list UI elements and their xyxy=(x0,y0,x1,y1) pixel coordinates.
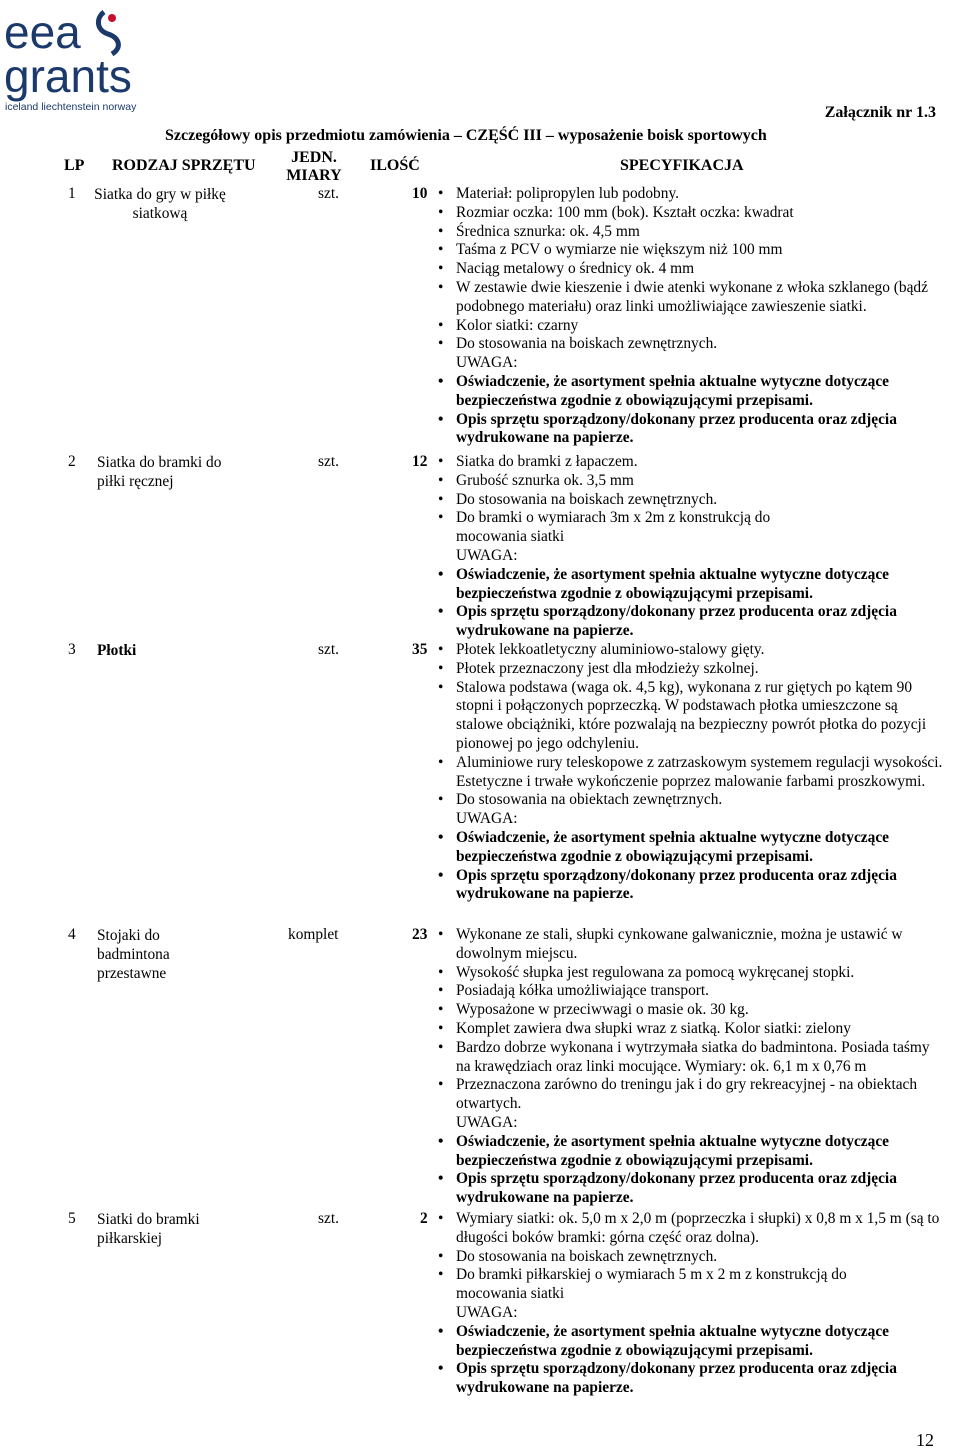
row-unit: szt. xyxy=(318,641,339,658)
header-spec: SPECYFIKACJA xyxy=(620,157,744,174)
spec-item: • Naciąg metalowy o średnicy ok. 4 mm xyxy=(438,260,944,279)
spec-list xyxy=(438,1210,944,1398)
spec-item: • Przeznaczona zarówno do treningu jak i do gry rekreacyjnej - na obiektach otwartych. xyxy=(438,1076,944,1114)
spec-item: • Wymiary siatki: ok. 5,0 m x 2,0 m (poprzeczka i słupki) x 0,8 m x 1,5 m (są to długości boków bramki: górna część oraz dolna). xyxy=(438,1210,944,1248)
spec-item: • Komplet zawiera dwa słupki wraz z siatką. Kolor siatki: zielony xyxy=(438,1020,944,1039)
spec-list xyxy=(438,453,944,641)
spec-item: • Stalowa podstawa (waga ok. 4,5 kg), wykonana z rur giętych po kątem 90 stopni i połączonych poprzeczką. W podstawach płotka umieszczone są stalowe obciążniki, które pozwalają na bezpieczny powrót płotka do pozycji pionowej po jego odchyleniu. xyxy=(438,679,944,754)
row-lp: 4 xyxy=(68,926,76,943)
row-qty: 35 xyxy=(412,641,428,658)
spec-note: UWAGA: xyxy=(456,546,518,564)
spec-item-bold: • Oświadczenie, że asortyment spełnia aktualne wytyczne dotyczące bezpieczeństwa zgodnie z obowiązującymi przepisami. xyxy=(438,373,944,411)
eea-grants-logo xyxy=(4,4,154,114)
spec-note: UWAGA: xyxy=(456,354,518,372)
spec-list xyxy=(438,641,944,904)
logo-text-grants: grants xyxy=(4,50,132,102)
spec-item: • Do stosowania na boiskach zewnętrznych. xyxy=(438,335,944,354)
spec-item: • Średnica sznurka: ok. 4,5 mm xyxy=(438,223,944,242)
spec-item: • Materiał: polipropylen lub podobny. xyxy=(438,185,944,204)
header-unit-line2: MIARY xyxy=(286,167,342,184)
row-qty: 2 xyxy=(420,1210,428,1227)
row-qty: 12 xyxy=(412,453,428,470)
page-title: Szczegółowy opis przedmiotu zamówienia – CZĘŚĆ III – wyposażenie boisk sportowych xyxy=(165,127,767,144)
row-name: Płotki xyxy=(97,642,137,659)
spec-item: • Aluminiowe rury teleskopowe z zatrzaskowym systemem regulacji wysokości. Estetyczne i trwałe wykończenie poprzez malowanie farbami proszkowymi. xyxy=(438,754,944,792)
header-lp: LP xyxy=(64,157,85,174)
logo-tagline: iceland liechtenstein norway xyxy=(5,101,137,113)
row-qty: 23 xyxy=(412,926,428,943)
row-name: Stojaki do badmintona przestawne xyxy=(97,927,170,982)
spec-item: • Do stosowania na boiskach zewnętrznych. xyxy=(438,1248,944,1267)
spec-item: • Płotek lekkoatletyczny aluminiowo-stalowy gięty. xyxy=(438,641,944,660)
row-name: Siatka do gry w piłkę siatkową xyxy=(94,186,226,222)
row-unit: szt. xyxy=(318,453,339,470)
row-unit: komplet xyxy=(288,926,339,943)
spec-item: • Bardzo dobrze wykonana i wytrzymała siatka do badmintona. Posiada taśmy na krawędziach oraz linki mocujące. Wymiary: ok. 6,1 m x 0,76 m xyxy=(438,1039,944,1077)
spec-item-bold: • Oświadczenie, że asortyment spełnia aktualne wytyczne dotyczące bezpieczeństwa zgodnie z obowiązującymi przepisami. xyxy=(438,566,944,604)
row-qty: 10 xyxy=(412,185,428,202)
spec-item: • Płotek przeznaczony jest dla młodzieży szkolnej. xyxy=(438,660,944,679)
spec-item-bold: • Opis sprzętu sporządzony/dokonany przez producenta oraz zdjęcia wydrukowane na papierze. xyxy=(438,1170,944,1208)
spec-item: • Kolor siatki: czarny xyxy=(438,317,944,336)
spec-item: • Do bramki o wymiarach 3m x 2m z konstrukcją do mocowania siatki xyxy=(438,509,944,547)
spec-item-bold: • Oświadczenie, że asortyment spełnia aktualne wytyczne dotyczące bezpieczeństwa zgodnie z obowiązującymi przepisami. xyxy=(438,1323,944,1361)
spec-list xyxy=(438,185,944,448)
row-lp: 1 xyxy=(68,185,76,202)
row-lp: 3 xyxy=(68,641,76,658)
spec-note: UWAGA: xyxy=(456,1303,518,1321)
spec-item: • Wysokość słupka jest regulowana za pomocą wykręcanej stopki. xyxy=(438,964,944,983)
spec-item: • Wyposażone w przeciwwagi o masie ok. 30 kg. xyxy=(438,1001,944,1020)
header-unit-line1: JEDN. xyxy=(291,149,337,166)
logo-dot-icon xyxy=(108,14,116,22)
spec-item: • Taśma z PCV o wymiarze nie większym niż 100 mm xyxy=(438,241,944,260)
spec-note: UWAGA: xyxy=(456,810,518,828)
row-unit: szt. xyxy=(318,1210,339,1227)
header-qty: ILOŚĆ xyxy=(370,157,420,174)
spec-item: • Siatka do bramki z łapaczem. xyxy=(438,453,944,472)
spec-item-bold: • Oświadczenie, że asortyment spełnia aktualne wytyczne dotyczące bezpieczeństwa zgodnie z obowiązującymi przepisami. xyxy=(438,1133,944,1171)
page-number: 12 xyxy=(916,1430,934,1450)
spec-item: • Do bramki piłkarskiej o wymiarach 5 m x 2 m z konstrukcją do mocowania siatki xyxy=(438,1266,944,1304)
spec-item: • W zestawie dwie kieszenie i dwie atenki wykonane z włoka szklanego (bądź podobnego materiału) oraz linki umożliwiające zawieszenie siatki. xyxy=(438,279,944,317)
header-unit xyxy=(284,149,344,185)
spec-item: • Grubość sznurka ok. 3,5 mm xyxy=(438,472,944,491)
spec-item: • Rozmiar oczka: 100 mm (bok). Kształt oczka: kwadrat xyxy=(438,204,944,223)
row-unit: szt. xyxy=(318,185,339,202)
spec-item: • Do stosowania na obiektach zewnętrznych. xyxy=(438,791,944,810)
spec-note: UWAGA: xyxy=(456,1113,518,1131)
spec-item-bold: • Opis sprzętu sporządzony/dokonany przez producenta oraz zdjęcia wydrukowane na papierze. xyxy=(438,1360,944,1398)
spec-item: • Do stosowania na boiskach zewnętrznych. xyxy=(438,491,944,510)
spec-item-bold: • Oświadczenie, że asortyment spełnia aktualne wytyczne dotyczące bezpieczeństwa zgodnie z obowiązującymi przepisami. xyxy=(438,829,944,867)
spec-item: • Posiadają kółka umożliwiające transport. xyxy=(438,982,944,1001)
logo-text-eea: eea xyxy=(4,6,81,58)
row-name: Siatka do bramki do piłki ręcznej xyxy=(97,454,222,490)
spec-item-bold: • Opis sprzętu sporządzony/dokonany przez producenta oraz zdjęcia wydrukowane na papierze. xyxy=(438,867,944,905)
row-name: Siatki do bramki piłkarskiej xyxy=(97,1211,200,1247)
spec-list xyxy=(438,926,944,1208)
spec-item: • Wykonane ze stali, słupki cynkowane galwanicznie, można je ustawić w dowolnym miejscu. xyxy=(438,926,944,964)
annex-label: Załącznik nr 1.3 xyxy=(824,104,936,121)
spec-item-bold: • Opis sprzętu sporządzony/dokonany przez producenta oraz zdjęcia wydrukowane na papierze. xyxy=(438,603,944,641)
spec-item-bold: • Opis sprzętu sporządzony/dokonany przez producenta oraz zdjęcia wydrukowane na papierze. xyxy=(438,411,944,449)
row-lp: 2 xyxy=(68,453,76,470)
header-type: RODZAJ SPRZĘTU xyxy=(112,157,256,174)
row-lp: 5 xyxy=(68,1210,76,1227)
